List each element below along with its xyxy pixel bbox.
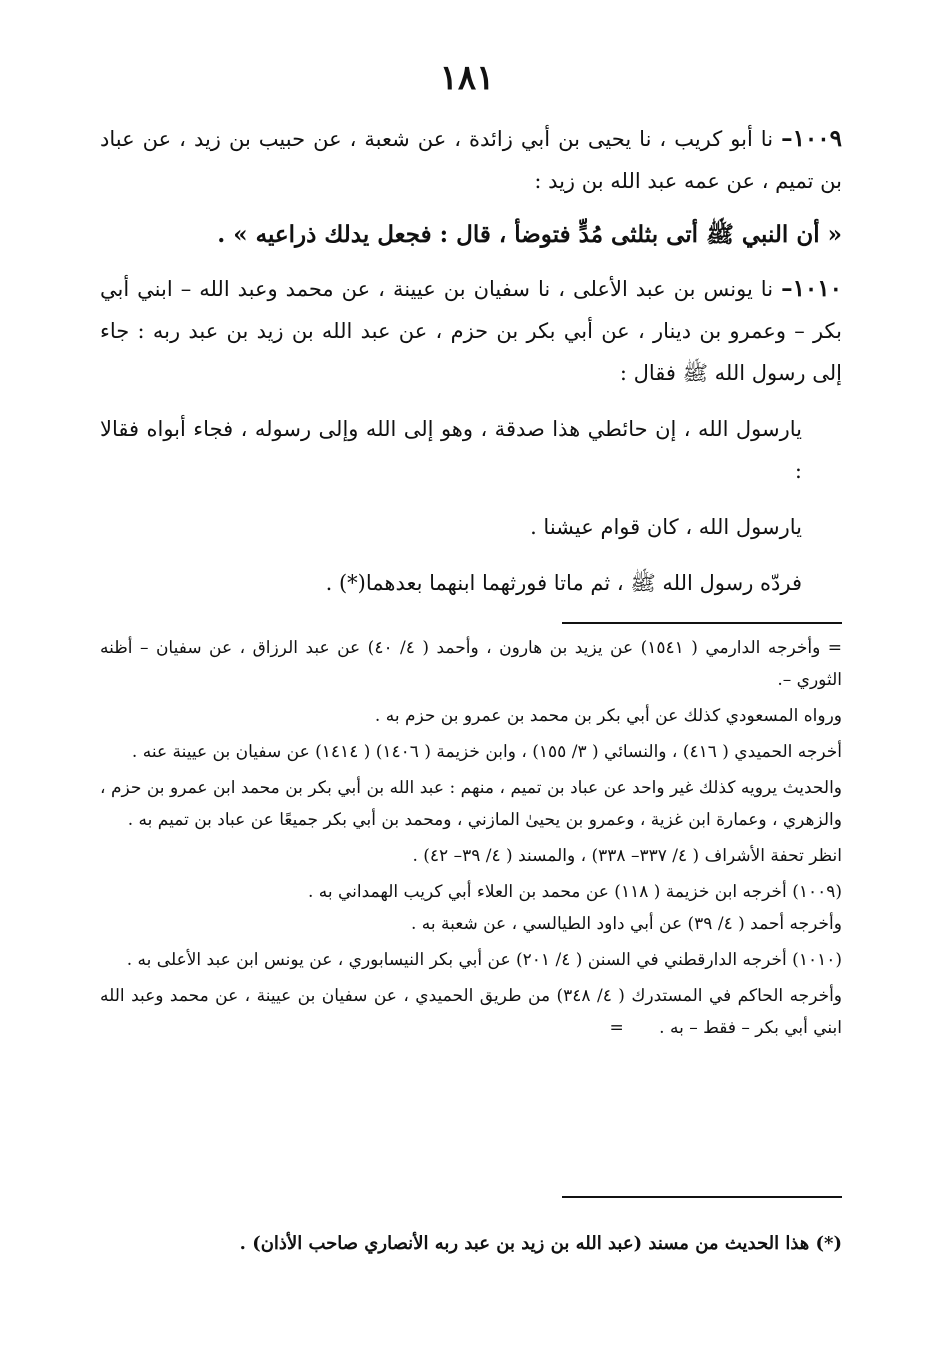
note-paragraph: (١٠٠٩) أخرجه ابن خزيمة ( ١١٨) عن محمد بن العلاء أبي كريب الهمداني به . (307, 882, 842, 902)
note-text: وأخرجه الحاكم في المستدرك ( ٤/ ٣٤٨) من طريق الحميدي ، عن سفيان بن عيينة ، عن محمد وعبد الله ابني أبي بكر – فقط – به . (100, 986, 843, 1038)
hadith-1010-isnad (100, 268, 842, 394)
hadith-1010-line: يارسول الله ، كان قوام عيشنا . (530, 515, 802, 539)
hadith-1009-isnad (100, 118, 842, 202)
continuation-mark: = (827, 638, 843, 658)
note-paragraph: وأخرجه أحمد ( ٤/ ٣٩) عن أبي داود الطيالسي ، عن شعبة به . (410, 914, 842, 934)
hadith-1010-line: فردّه رسول الله ﷺ ، ثم ماتا فورثهما ابنهما بعدهما(*) . (325, 571, 802, 595)
note-paragraph: انظر تحفة الأشراف ( ٤/ ٣٣٧– ٣٣٨) ، والمسند ( ٤/ ٣٩– ٤٢) . (412, 846, 842, 866)
hadith-number: ١٠١٠– (781, 275, 842, 302)
note-text: وأخرجه الدارمي ( ١٥٤١) عن يزيد بن هارون ، وأحمد ( ٤/ ٤٠) عن عبد الرزاق ، عن سفيان – أظنه الثوري –. (100, 638, 842, 690)
hadith-1009-matn: « أن النبي ﷺ أتى بثلثى مُدٍّ فتوضأ ، قال : فجعل يدلك ذراعيه » . (217, 221, 842, 248)
isnad-text: نا أبو كريب ، نا يحيى بن أبي زائدة ، عن شعبة ، عن حبيب بن زيد ، عن عباد بن تميم ، عن عمه عبد الله بن زيد : (100, 127, 842, 193)
asterisk-footnote: (*) هذا الحديث من مسند (عبد الله بن زيد بن عبد ربه الأنصاري صاحب الأذان) . (239, 1233, 842, 1254)
continuation-mark: = (609, 1018, 624, 1038)
note-paragraph: أخرجه الحميدي ( ٤١٦) ، والنسائي ( ٣/ ١٥٥) ، وابن خزيمة ( ١٤٠٦) ( ١٤١٤) عن سفيان بن عيينة عنه . (131, 742, 842, 762)
footnotes-takhrij (100, 632, 842, 1044)
isnad-text: نا يونس بن عبد الأعلى ، نا سفيان بن عيينة ، عن محمد وعبد الله – ابني أبي بكر – وعمرو بن دينار ، عن أبي بكر بن حزم ، عن عبد الله بن زيد بن عبد ربه : جاء إلى رسول الله ﷺ فقال : (100, 277, 842, 385)
separator-line (562, 622, 842, 624)
note-paragraph (100, 980, 842, 1044)
page-number: ١٨١ (439, 58, 495, 98)
separator-line (562, 1196, 842, 1198)
hadith-number: ١٠٠٩– (781, 125, 842, 152)
note-paragraph: والحديث يرويه كذلك غير واحد عن عباد بن تميم ، منهم : عبد الله بن أبي بكر بن محمد ابن عمرو بن حزم ، والزهري ، وعمارة ابن غزية ، وعمرو بن يحيىٰ المازني ، ومحمد بن أبي بكر جميعًا عن عباد بن تميم به . (100, 778, 842, 830)
note-paragraph: (١٠١٠) أخرجه الدارقطني في السنن ( ٤/ ٢٠١) عن أبي بكر النيسابوري ، عن يونس ابن عبد الأعلى به . (126, 950, 842, 970)
hadith-1010-line: يارسول الله ، إن حائطي هذا صدقة ، وهو إلى الله وإلى رسوله ، فجاء أبواه فقالا : (100, 417, 802, 483)
note-paragraph (100, 632, 842, 696)
note-paragraph: ورواه المسعودي كذلك عن أبي بكر بن محمد بن عمرو بن حزم به . (374, 706, 842, 726)
main-text (100, 118, 842, 604)
